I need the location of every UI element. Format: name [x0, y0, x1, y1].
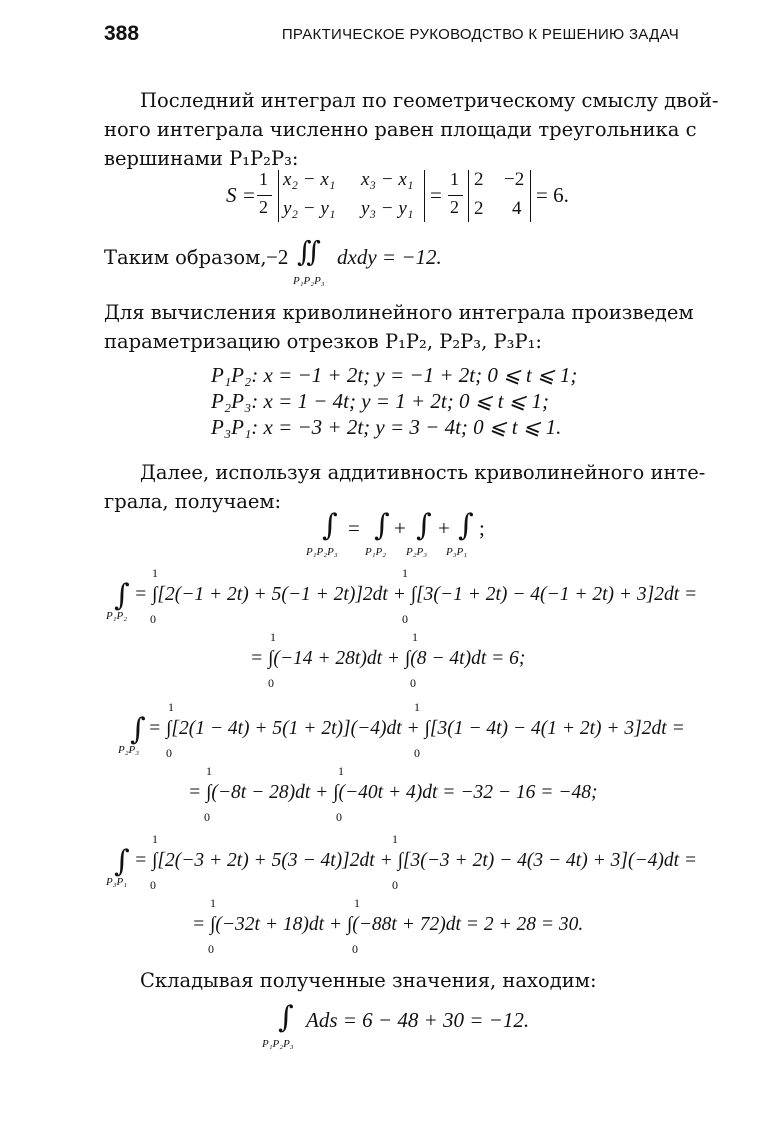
final-result	[262, 1000, 562, 1056]
integral-sign: ∫	[374, 508, 390, 543]
lower-limit: 0	[268, 676, 274, 690]
det-cell: 4	[512, 198, 522, 219]
text-line: Последний интеграл по геометрическому смыслу двой-	[140, 89, 719, 112]
param-line: P₃P₁: x = −3 + 2t; y = 3 − 4t; 0 ⩽ t ⩽ 1.	[211, 415, 562, 439]
integral-sign: ∫	[114, 578, 130, 613]
det-cell: x₃ − x₁	[361, 169, 414, 190]
text-line: параметризацию отрезков P₁P₂, P₂P₃, P₃P₁:	[104, 330, 542, 353]
paragraph-additivity	[104, 458, 706, 516]
coefficient: −2	[266, 245, 289, 269]
det-cell: y₃ − y₁	[361, 198, 414, 219]
upper-limit: 1	[168, 700, 174, 714]
equals: =	[430, 183, 442, 207]
integral-segment-p2p3	[104, 700, 684, 830]
lower-limit: 0	[402, 612, 408, 626]
lower-limit: 0	[208, 942, 214, 956]
half-denominator: 2	[450, 197, 459, 217]
text-line: вершинами P₁P₂P₃:	[104, 147, 299, 170]
det-cell: 2	[474, 169, 484, 190]
lower-limit: 0	[414, 746, 420, 760]
running-title: ПРАКТИЧЕСКОЕ РУКОВОДСТВО К РЕШЕНИЮ ЗАДАЧ	[281, 26, 679, 43]
integral-sign: ∫	[114, 844, 130, 879]
formula-line: = ∫[2(−3 + 2t) + 5(3 − 4t)]2dt + ∫[3(−3 + 2t) − 4(3 − 4t) + 3](−4)dt =	[134, 850, 698, 871]
integral-sign: ∫	[278, 1000, 294, 1035]
upper-limit: 1	[402, 566, 408, 580]
formula-line: = ∫(−14 + 28t)dt + ∫(8 − 4t)dt = 6;	[250, 648, 526, 669]
integral-sign: ∫	[416, 508, 432, 543]
upper-limit: 1	[206, 764, 212, 778]
fraction-bar	[448, 195, 463, 196]
lower-limit: 0	[166, 746, 172, 760]
integral-sign: ∫	[322, 508, 338, 543]
contour-label: P₁P₂P₃	[306, 546, 338, 558]
contour-label: P₁P₂	[106, 610, 128, 622]
equals: =	[348, 516, 360, 540]
integral-sign: ∫	[130, 712, 146, 747]
formula-line: = ∫[2(1 − 4t) + 5(1 + 2t)](−4)dt + ∫[3(1 − 4t) − 4(1 + 2t) + 3]2dt =	[148, 718, 685, 739]
upper-limit: 1	[392, 832, 398, 846]
paragraph-summing	[140, 966, 597, 995]
text-line: Для вычисления криволинейного интеграла произведем	[104, 301, 694, 324]
upper-limit: 1	[270, 630, 276, 644]
text-line: Складывая полученные значения, находим:	[140, 969, 597, 992]
double-integral-body: dxdy = −12.	[337, 245, 442, 269]
contour-label: P₂P₃	[118, 744, 140, 756]
additivity-formula	[306, 510, 506, 562]
upper-limit: 1	[152, 566, 158, 580]
fraction-bar	[257, 195, 272, 196]
det-cell: x₂ − x₁	[283, 169, 336, 190]
param-line: P₂P₃: x = 1 − 4t; y = 1 + 2t; 0 ⩽ t ⩽ 1;	[211, 389, 549, 413]
det-bar-left	[278, 170, 279, 222]
det-cell: 2	[474, 198, 484, 219]
integral-segment-p1p2	[104, 566, 698, 696]
contour-label: P₁P₂P₃	[262, 1038, 294, 1050]
upper-limit: 1	[210, 896, 216, 910]
upper-limit: 1	[338, 764, 344, 778]
half-numerator: 1	[450, 169, 459, 189]
lower-limit: 0	[352, 942, 358, 956]
formula-line: = ∫(−8t − 28)dt + ∫(−40t + 4)dt = −32 − 16 = −48;	[188, 782, 598, 803]
determinant-equation	[226, 168, 606, 228]
parametrization-block	[211, 362, 577, 440]
integral-region: P₁P₂P₃	[293, 275, 325, 287]
lower-limit: 0	[150, 612, 156, 626]
area-lhs: S =	[226, 183, 256, 207]
integral-segment-p3p1	[104, 832, 698, 962]
lower-limit: 0	[150, 878, 156, 892]
upper-limit: 1	[354, 896, 360, 910]
formula-line: = ∫[2(−1 + 2t) + 5(−1 + 2t)]2dt + ∫[3(−1 + 2t) − 4(−1 + 2t) + 3]2dt =	[134, 584, 698, 605]
det-cell: −2	[504, 169, 525, 190]
integral-sign: ∫	[458, 508, 474, 543]
thus-line	[104, 243, 267, 272]
paragraph-parametrization	[104, 298, 694, 356]
contour-label: P₂P₃	[406, 546, 428, 558]
semicolon: ;	[479, 516, 485, 540]
upper-limit: 1	[412, 630, 418, 644]
final-equation: Ads = 6 − 48 + 30 = −12.	[306, 1008, 530, 1032]
contour-label: P₁P₂	[365, 546, 387, 558]
lower-limit: 0	[204, 810, 210, 824]
det-bar-left	[468, 170, 469, 222]
det-bar-right	[424, 170, 425, 222]
plus: +	[394, 516, 406, 540]
text-line: Далее, используя аддитивность криволинейного инте-	[140, 461, 706, 484]
formula-line: = ∫(−32t + 18)dt + ∫(−88t + 72)dt = 2 + 28 = 30.	[192, 914, 584, 935]
lower-limit: 0	[410, 676, 416, 690]
upper-limit: 1	[152, 832, 158, 846]
det-cell: y₂ − y₁	[283, 198, 336, 219]
thus-text: Таким образом,	[104, 246, 267, 269]
half-denominator: 2	[259, 197, 268, 217]
paragraph-intro	[104, 86, 719, 173]
text-line: грала, получаем:	[104, 490, 282, 513]
contour-label: P₃P₁	[446, 546, 468, 558]
lower-limit: 0	[392, 878, 398, 892]
contour-label: P₃P₁	[106, 876, 128, 888]
det-bar-right	[530, 170, 531, 222]
double-integral-sign: ∬	[297, 235, 321, 268]
lower-limit: 0	[336, 810, 342, 824]
page-number: 388	[104, 22, 140, 45]
text-line: ного интеграла численно равен площади треугольника с	[104, 118, 697, 141]
param-line: P₁P₂: x = −1 + 2t; y = −1 + 2t; 0 ⩽ t ⩽ 1;	[211, 363, 578, 387]
det-result: = 6.	[536, 183, 569, 207]
plus: +	[438, 516, 450, 540]
half-numerator: 1	[259, 169, 268, 189]
upper-limit: 1	[414, 700, 420, 714]
